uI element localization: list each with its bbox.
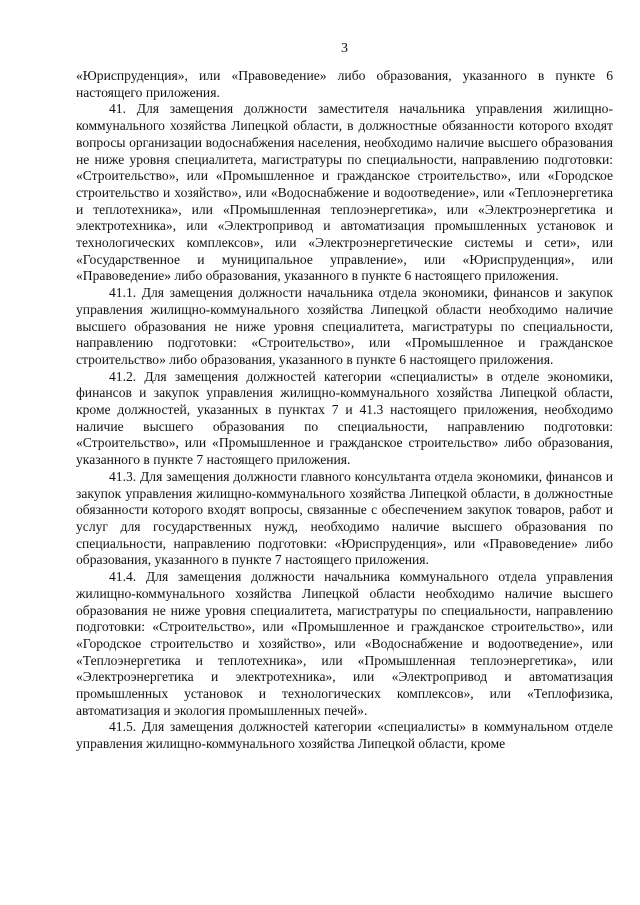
paragraph-41-2: 41.2. Для замещения должностей категории «специалисты» в отделе экономики, финансов и закупок управления жилищно-коммунального хозяйства Липецкой области, кроме должностей, указанных в пунктах 7 и 41.3 настоящего приложения, необходимо наличие высшего образования по специальности, направлению подготовки: «Строительство», или «Промышленное и гражданское строительство» либо образования, указанного в пункте 7 настоящего приложения. [76,368,613,468]
document-body [76,68,613,753]
paragraph-41-1: 41.1. Для замещения должности начальника отдела экономики, финансов и закупок управления жилищно-коммунального хозяйства Липецкой области необходимо наличие высшего образования не ниже уровня специалитета, магистратуры по специальности, направлению подготовки: «Строительство», или «Промышленное и гражданское строительство» либо образования, указанного в пункте 6 настоящего приложения. [76,285,613,367]
paragraph-41-3: 41.3. Для замещения должности главного консультанта отдела экономики, финансов и закупок управления жилищно-коммунального хозяйства Липецкой области, в должностные обязанности которого входят вопросы, связанные с обеспечением закупок товаров, работ и услуг для государственных нужд, необходимо наличие высшего образования по специальности, направлению подготовки: «Юриспруденция», или «Правоведение» либо образования, указанного в пункте 7 настоящего приложения. [76,468,613,568]
paragraph-continuation: «Юриспруденция», или «Правоведение» либо образования, указанного в пункте 6 настоящего приложения. [76,68,613,100]
page-number: 3 [341,41,348,56]
paragraph-41-5: 41.5. Для замещения должностей категории «специалисты» в коммунальном отделе управления жилищно-коммунального хозяйства Липецкой области, кроме [76,719,613,752]
paragraph-41-4: 41.4. Для замещения должности начальника коммунального отдела управления жилищно-коммунального хозяйства Липецкой области необходимо наличие высшего образования не ниже уровня специалитета, магистратуры по специальности, направлению подготовки: «Строительство», или «Промышленное и гражданское строительство», или «Городское строительство и хозяйство», или «Водоснабжение и водоотведение», или «Теплоэнергетика и теплотехника», или «Промышленная теплоэнергетика», или «Электроэнергетика и электротехника», или «Электропривод и автоматизация промышленных установок и технологических комплексов», или «Теплофизика, автоматизация и экология промышленных печей». [76,569,613,718]
paragraph-41: 41. Для замещения должности заместителя начальника управления жилищно-коммунального хозяйства Липецкой области, в должностные обязанности которого входят вопросы организации водоснабжения населения, необходимо наличие высшего образования не ниже уровня специалитета, магистратуры по специальности, направлению подготовки: «Строительство», или «Промышленное и гражданское строительство», или «Городское строительство и хозяйство», или «Водоснабжение и водоотведение», или «Теплоэнергетика и теплотехника», или «Промышленная теплоэнергетика», или «Электроэнергетика и электротехника», или «Электропривод и автоматизация промышленных установок и технологических комплексов», или «Электроэнергетические системы и сети», или «Государственное и муниципальное управление», или «Юриспруденция», или «Правоведение» либо образования, указанного в пункте 6 настоящего приложения. [76,101,613,284]
